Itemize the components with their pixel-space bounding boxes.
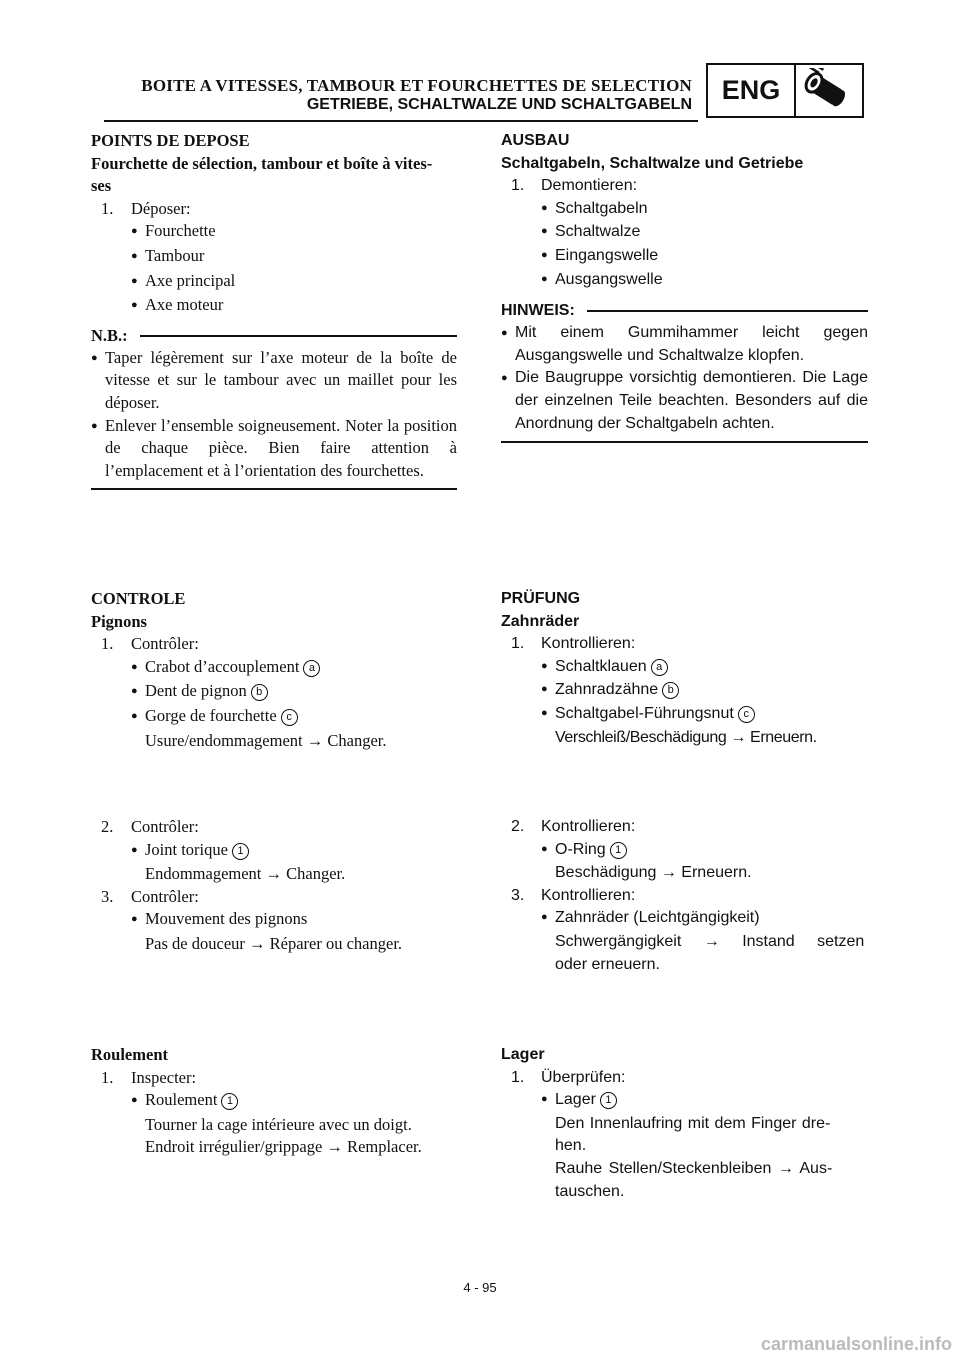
fr-removal-section	[91, 130, 457, 490]
fr-removal-subtitle: Fourchette de sélection, tambour et boîte à vites-	[91, 153, 433, 173]
callout-1: 1	[232, 843, 249, 860]
note-end-rule	[501, 441, 868, 443]
de-check-subtitle: Zahnräder	[501, 612, 580, 630]
note-item: ● Taper légèrement sur l’axe moteur de la boîte de vitesse et sur le tambour avec un maillet pour les déposer.	[91, 347, 457, 412]
fr-note-label: N.B.:	[91, 325, 128, 345]
list-item: ● O-Ring 1	[501, 839, 868, 863]
fr-check-steps-2-3	[91, 816, 457, 956]
list-item: ● Gorge de fourchette c	[91, 705, 457, 730]
fr-check-title: CONTROLE	[91, 589, 186, 608]
note-item: ● Enlever l’ensemble soigneusement. Noter la position de chaque pièce. Bien faire attention à l’emplacement et à l’orientation des fourchettes.	[91, 415, 457, 480]
header-rule	[104, 120, 698, 122]
de-bearing-line-2: hen.	[555, 1137, 587, 1155]
section-title	[141, 76, 692, 114]
de-check-step-3: 3. Kontrollieren:	[511, 886, 636, 904]
de-check-step-1: 1. Kontrollieren:	[511, 635, 636, 653]
list-item: ● Dent de pignon b	[91, 680, 457, 705]
list-item: ● Mouvement des pignons	[131, 909, 308, 929]
list-item: ● Eingangswelle	[541, 246, 659, 264]
fr-note-header	[91, 325, 457, 347]
callout-1: 1	[600, 1092, 617, 1109]
note-item: ● Die Baugruppe vorsichtig demontieren. Die Lage der einzelnen Teile beachten. Besonders auf die Anordnung der Schaltgabeln achten.	[501, 369, 868, 432]
fr-bearing-line-2: Endroit irrégulier/grippage → Remplacer.	[145, 1137, 422, 1157]
de-removal-step-1: 1. Demontieren:	[511, 177, 638, 195]
chapter-badge	[706, 63, 864, 118]
callout-b: b	[662, 682, 679, 699]
list-item: ● Zahnräder (Leichtgängigkeit)	[541, 909, 760, 927]
callout-a: a	[651, 659, 668, 676]
section-title-fr: BOITE A VITESSES, TAMBOUR ET FOURCHETTES DE SELECTION	[141, 76, 692, 95]
fr-bearing-line-1: Tourner la cage intérieure avec un doigt.	[145, 1114, 412, 1134]
de-bearing-title: Lager	[501, 1046, 545, 1063]
fr-removal-title: POINTS DE DEPOSE	[91, 131, 250, 150]
list-item: ● Tambour	[131, 245, 205, 265]
list-item: ● Schaltgabeln	[541, 199, 648, 217]
callout-1: 1	[610, 842, 627, 859]
de-note-label: HINWEIS:	[501, 302, 575, 320]
de-check-steps-2-3	[501, 816, 868, 976]
fr-removal-step-1: 1. Déposer:	[101, 198, 191, 218]
de-bearing-step-1: 1. Überprüfen:	[511, 1068, 626, 1086]
list-item: ● Zahnradzähne b	[501, 679, 868, 703]
de-note-header	[501, 300, 868, 322]
callout-c: c	[738, 706, 755, 723]
fr-removal-subtitle-cont: ses	[91, 176, 112, 196]
callout-c: c	[281, 709, 298, 726]
chapter-label: ENG	[708, 65, 796, 116]
fr-check-section	[91, 588, 457, 752]
note-end-rule	[91, 488, 457, 490]
callout-1: 1	[221, 1093, 238, 1110]
engine-cylinder-icon	[796, 65, 862, 116]
de-bearing-line-1: Den Innenlaufring mit dem Finger dre-	[555, 1114, 831, 1132]
de-check-result-1: Verschleiß/Beschädigung → Erneuern.	[555, 728, 817, 746]
list-item: ● Fourchette	[131, 221, 216, 241]
note-item: ● Mit einem Gummihammer leicht gegen Ausgangswelle und Schaltwalze klopfen.	[501, 324, 868, 364]
fr-check-result-3: Pas de douceur → Réparer ou changer.	[145, 933, 403, 953]
fr-check-subtitle: Pignons	[91, 611, 147, 631]
list-item: ● Schaltwalze	[541, 223, 641, 241]
de-bearing-line-3: Rauhe Stellen/Steckenbleiben → Aus-	[555, 1159, 833, 1177]
fr-check-step-2: 2. Contrôler:	[101, 817, 199, 836]
list-item: ● Axe principal	[131, 270, 236, 290]
watermark: carmanualsonline.info	[760, 1334, 952, 1354]
de-bearing-line-4: tauschen.	[555, 1182, 625, 1200]
list-item: ● Axe moteur	[131, 295, 224, 315]
fr-check-result-1: Usure/endommagement → Changer.	[145, 730, 387, 750]
de-bearing-section	[501, 1044, 868, 1203]
de-removal-section	[501, 130, 868, 443]
fr-bearing-step-1: 1. Inspecter:	[101, 1067, 197, 1087]
de-check-result-2: Beschädigung → Erneuern.	[555, 864, 752, 882]
list-item: ● Ausgangswelle	[541, 270, 663, 288]
fr-check-step-3: 3. Contrôler:	[101, 886, 199, 906]
de-removal-title: AUSBAU	[501, 132, 570, 149]
callout-a: a	[303, 660, 320, 677]
fr-check-result-2: Endommagement → Changer.	[145, 864, 346, 884]
list-item: ● Schaltklauen a	[501, 656, 868, 680]
fr-check-step-1: 1. Contrôler:	[101, 634, 199, 654]
note-rule	[587, 310, 868, 312]
list-item: ● Schaltgabel-Führungsnut c	[501, 703, 868, 727]
list-item: ● Crabot d’accouplement a	[91, 656, 457, 681]
list-item: ● Joint torique 1	[91, 839, 457, 864]
fr-bearing-title: Roulement	[91, 1045, 168, 1064]
de-check-section	[501, 588, 868, 749]
list-item: ● Roulement 1	[91, 1089, 457, 1114]
de-check-title: PRÜFUNG	[501, 590, 581, 607]
de-removal-subtitle: Schaltgabeln, Schaltwalze und Getriebe	[501, 154, 804, 172]
de-check-step-2: 2. Kontrollieren:	[511, 818, 636, 835]
section-title-de: GETRIEBE, SCHALTWALZE UND SCHALTGABELN	[306, 96, 692, 113]
list-item: ● Lager 1	[501, 1089, 868, 1113]
de-check-result-3-cont: oder erneuern.	[555, 955, 660, 973]
fr-bearing-section	[91, 1044, 457, 1159]
callout-b: b	[251, 684, 268, 701]
page-number: 4 - 95	[463, 1280, 497, 1295]
de-check-result-3: Schwergängigkeit → Instand setzen	[555, 932, 865, 950]
note-rule	[140, 335, 457, 337]
